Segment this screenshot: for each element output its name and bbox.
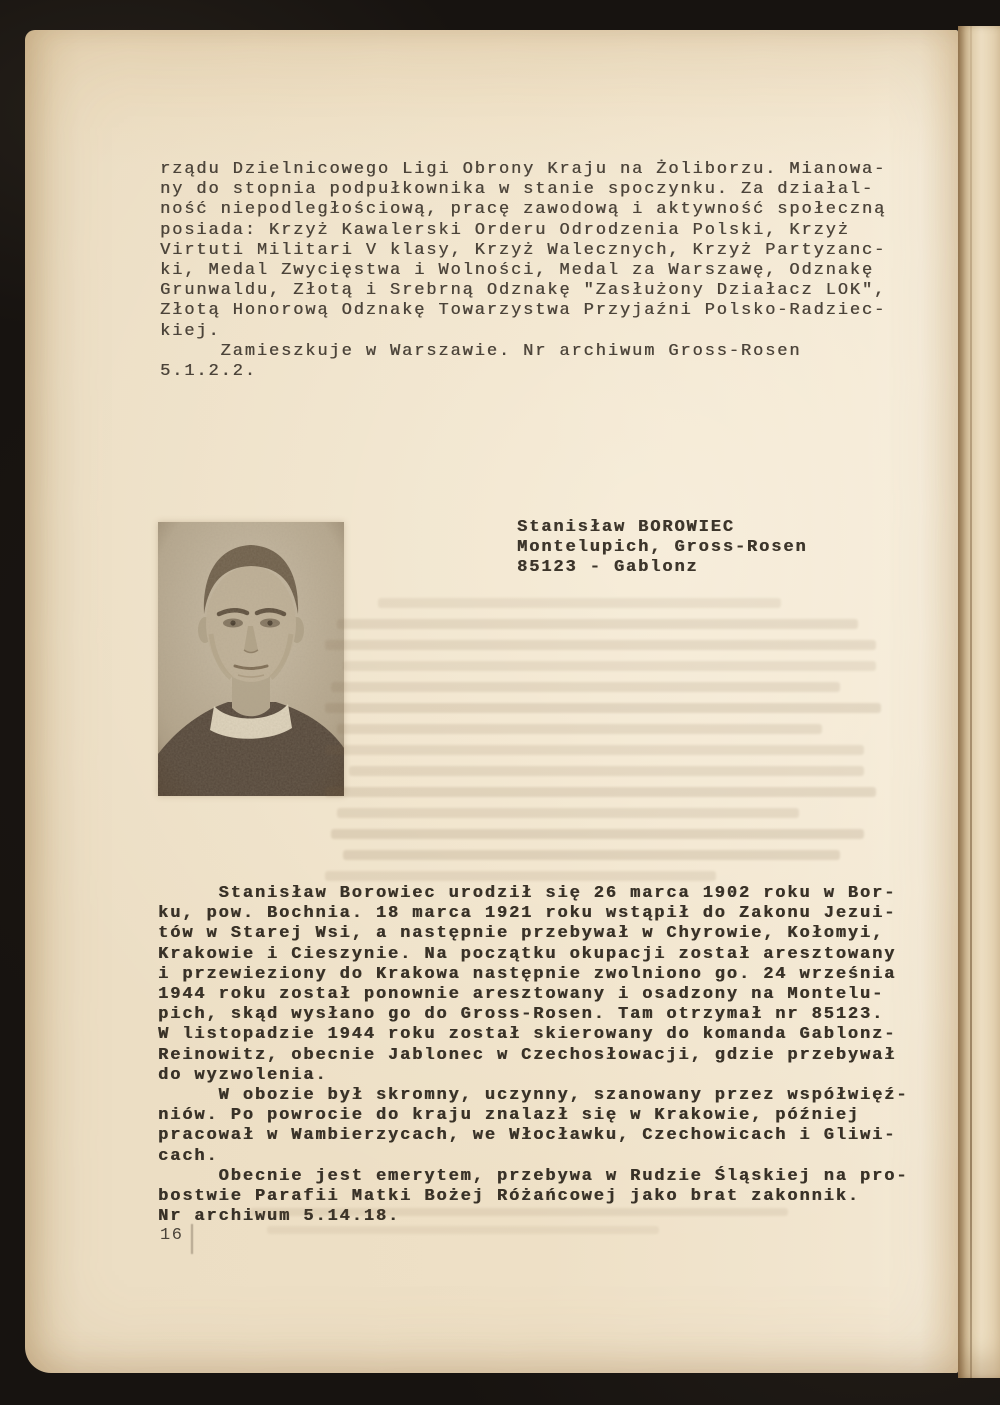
photo-caption: [517, 518, 807, 579]
bleed-through-line: [331, 682, 840, 692]
intro-paragraph: [160, 160, 886, 382]
bleed-through-line: [349, 766, 864, 776]
bleed-through-line: [337, 724, 822, 734]
text-line: posiada: Krzyż Kawalerski Orderu Odrodzenia Polski, Krzyż: [160, 220, 850, 240]
text-line: Obecnie jest emerytem, przebywa w Rudzie Śląskiej na pro-: [158, 1166, 909, 1186]
text-line: 85123 - Gablonz: [517, 558, 699, 578]
bleed-through-line: [337, 619, 858, 629]
adjacent-page-edge: [958, 26, 1000, 1378]
text-line: rządu Dzielnicowego Ligi Obrony Kraju na Żoliborzu. Mianowa-: [160, 160, 887, 179]
text-line: niów. Po powrocie do kraju znalazł się w Krakowie, później: [158, 1106, 860, 1126]
text-line: tów w Starej Wsi, a następnie przebywał w Chyrowie, Kołomyi,: [158, 924, 885, 944]
text-line: cach.: [158, 1146, 219, 1166]
text-line: ny do stopnia podpułkownika w stanie spoczynku. Za działal-: [160, 180, 874, 200]
text-line: i przewieziony do Krakowa następnie zwolniono go. 24 września: [158, 964, 897, 984]
scan-artifact-line: [191, 1224, 193, 1254]
text-line: ki, Medal Zwycięstwa i Wolności, Medal za Warszawę, Odznakę: [160, 261, 874, 281]
book-page: [25, 30, 958, 1373]
bleed-through-line: [267, 1226, 659, 1234]
text-line: Stanisław Borowiec urodził się 26 marca 1902 roku w Bor-: [158, 884, 897, 903]
bleed-through-line: [325, 640, 876, 650]
text-line: W listopadzie 1944 roku został skierowany do komanda Gablonz-: [158, 1025, 897, 1045]
biography-paragraphs: [158, 884, 908, 1227]
text-line: Stanisław BOROWIEC: [517, 518, 735, 537]
text-line: ność niepodległościową, pracę zawodową i aktywność społeczną: [160, 200, 887, 220]
text-line: Virtuti Militari V klasy, Krzyż Walecznych, Krzyż Partyzanc-: [160, 240, 887, 260]
bleed-through-line: [378, 598, 781, 608]
bleed-through-text-bottom: [200, 1208, 760, 1244]
text-line: Złotą Honorową Odznakę Towarzystwa Przyjaźni Polsko-Radziec-: [160, 301, 887, 321]
text-line: Nr archiwum 5.14.18.: [158, 1207, 401, 1227]
portrait-illustration: [158, 522, 344, 796]
text-line: do wyzwolenia.: [158, 1065, 328, 1085]
text-line: bostwie Parafii Matki Bożej Różańcowej jako brat zakonnik.: [158, 1187, 860, 1207]
bleed-through-line: [325, 871, 716, 881]
bleed-through-line: [325, 787, 876, 797]
text-line: Reinowitz, obecnie Jablonec w Czechosłowacji, gdzie przebywał: [158, 1045, 897, 1065]
bleed-through-line: [325, 745, 864, 755]
text-line: ku, pow. Bochnia. 18 marca 1921 roku wstąpił do Zakonu Jezui-: [158, 904, 897, 924]
text-line: Montelupich, Gross-Rosen: [517, 538, 808, 558]
page-number: 16: [160, 1226, 184, 1245]
text-line: Zamieszkuje w Warszawie. Nr archiwum Gross-Rosen: [160, 341, 802, 361]
text-line: W obozie był skromny, uczynny, szanowany przez współwięź-: [158, 1086, 909, 1106]
bleed-through-line: [337, 808, 799, 818]
photo-vignette: [158, 522, 344, 796]
portrait-photo: [158, 522, 344, 796]
bleed-through-line: [331, 829, 864, 839]
bleed-through-line: [343, 661, 876, 671]
text-line: pich, skąd wysłano go do Gross-Rosen. Tam otrzymał nr 85123.: [158, 1005, 885, 1025]
text-line: Krakowie i Cieszynie. Na początku okupacji został aresztowany: [158, 944, 897, 964]
text-line: 5.1.2.2.: [160, 362, 257, 382]
text-line: 1944 roku został ponownie aresztowany i osadzony na Montelu-: [158, 985, 885, 1005]
text-line: kiej.: [160, 321, 221, 341]
text-line: pracował w Wambierzycach, we Włocławku, Czechowicach i Gliwi-: [158, 1126, 897, 1146]
bleed-through-line: [343, 850, 840, 860]
bleed-through-line: [325, 703, 881, 713]
text-line: Grunwaldu, Złotą i Srebrną Odznakę "Zasłużony Działacz LOK",: [160, 281, 887, 301]
bleed-through-text: [325, 598, 917, 892]
bleed-through-line: [250, 1208, 788, 1216]
